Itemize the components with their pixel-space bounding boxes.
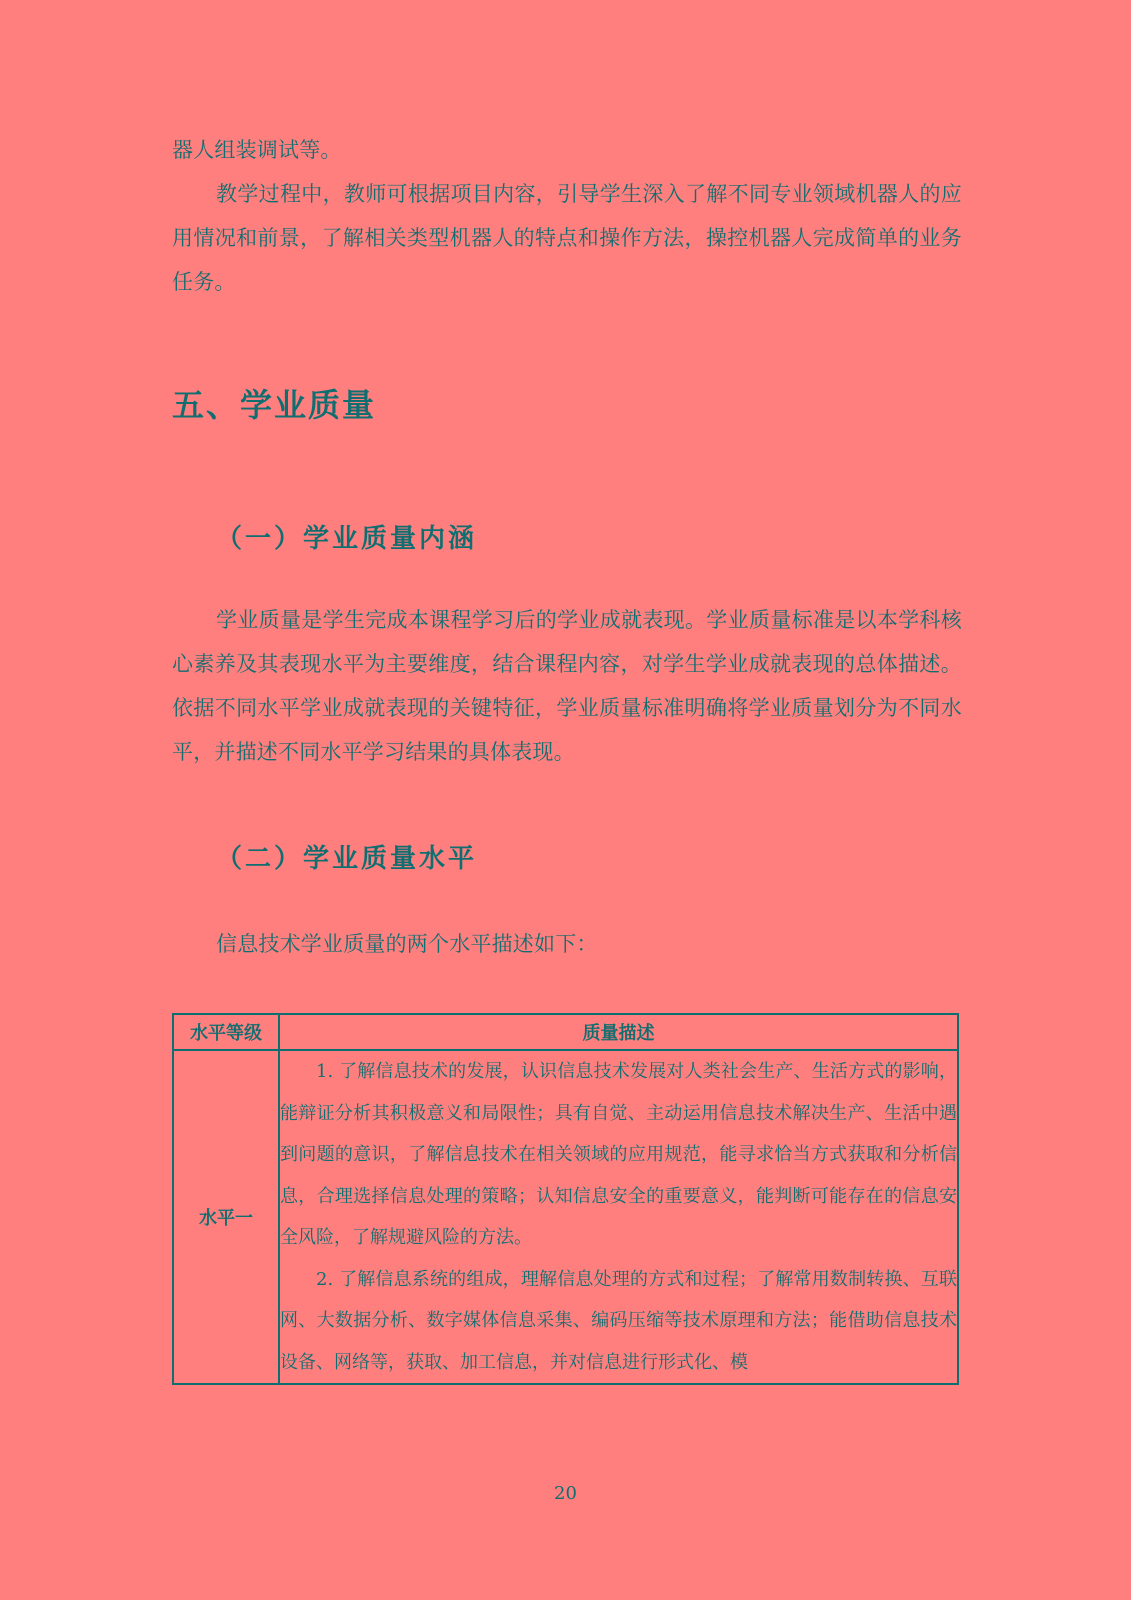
paragraph-quality-definition: 学业质量是学生完成本课程学习后的学业成就表现。学业质量标准是以本学科核心素养及其表现水平为主要维度，结合课程内容，对学生学业成就表现的总体描述。依据不同水平学业成就表现的关键特征，学业质量标准明确将学业质量划分为不同水平，并描述不同水平学习结果的具体表现。 bbox=[172, 608, 962, 764]
quality-level-table bbox=[172, 1013, 959, 1385]
section-heading-academic-quality: 五、学业质量 bbox=[172, 386, 377, 424]
paragraph-table-intro: 信息技术学业质量的两个水平描述如下： bbox=[216, 932, 598, 956]
table-header-row bbox=[173, 1014, 958, 1050]
page-number: 20 bbox=[554, 1483, 577, 1504]
subsection-heading-quality-connotation: （一）学业质量内涵 bbox=[216, 524, 478, 554]
subsection-heading-quality-levels: （二）学业质量水平 bbox=[216, 844, 478, 874]
table-header-description: 质量描述 bbox=[279, 1014, 958, 1050]
table-header-level: 水平等级 bbox=[173, 1014, 279, 1050]
paragraph-continuation: 器人组装调试等。 bbox=[172, 138, 342, 162]
level-label: 水平一 bbox=[173, 1050, 279, 1384]
quality-description-cell bbox=[279, 1050, 958, 1384]
description-item-2: 2. 了解信息系统的组成，理解信息处理的方式和过程；了解常用数制转换、互联网、大数据分析、数字媒体信息采集、编码压缩等技术原理和方法；能借助信息技术设备、网络等，获取、加工信息，并对信息进行形式化、模 bbox=[280, 1268, 957, 1373]
description-item-1: 1. 了解信息技术的发展，认识信息技术发展对人类社会生产、生活方式的影响，能辩证分析其积极意义和局限性；具有自觉、主动运用信息技术解决生产、生活中遇到问题的意识，了解信息技术在相关领域的应用规范，能寻求恰当方式获取和分析信息，合理选择信息处理的策略；认知信息安全的重要意义，能判断可能存在的信息安全风险，了解规避风险的方法。 bbox=[280, 1061, 957, 1248]
table-row bbox=[173, 1050, 958, 1384]
paragraph-teaching-process: 教学过程中，教师可根据项目内容，引导学生深入了解不同专业领域机器人的应用情况和前景，了解相关类型机器人的特点和操作方法，操控机器人完成简单的业务任务。 bbox=[172, 182, 962, 294]
